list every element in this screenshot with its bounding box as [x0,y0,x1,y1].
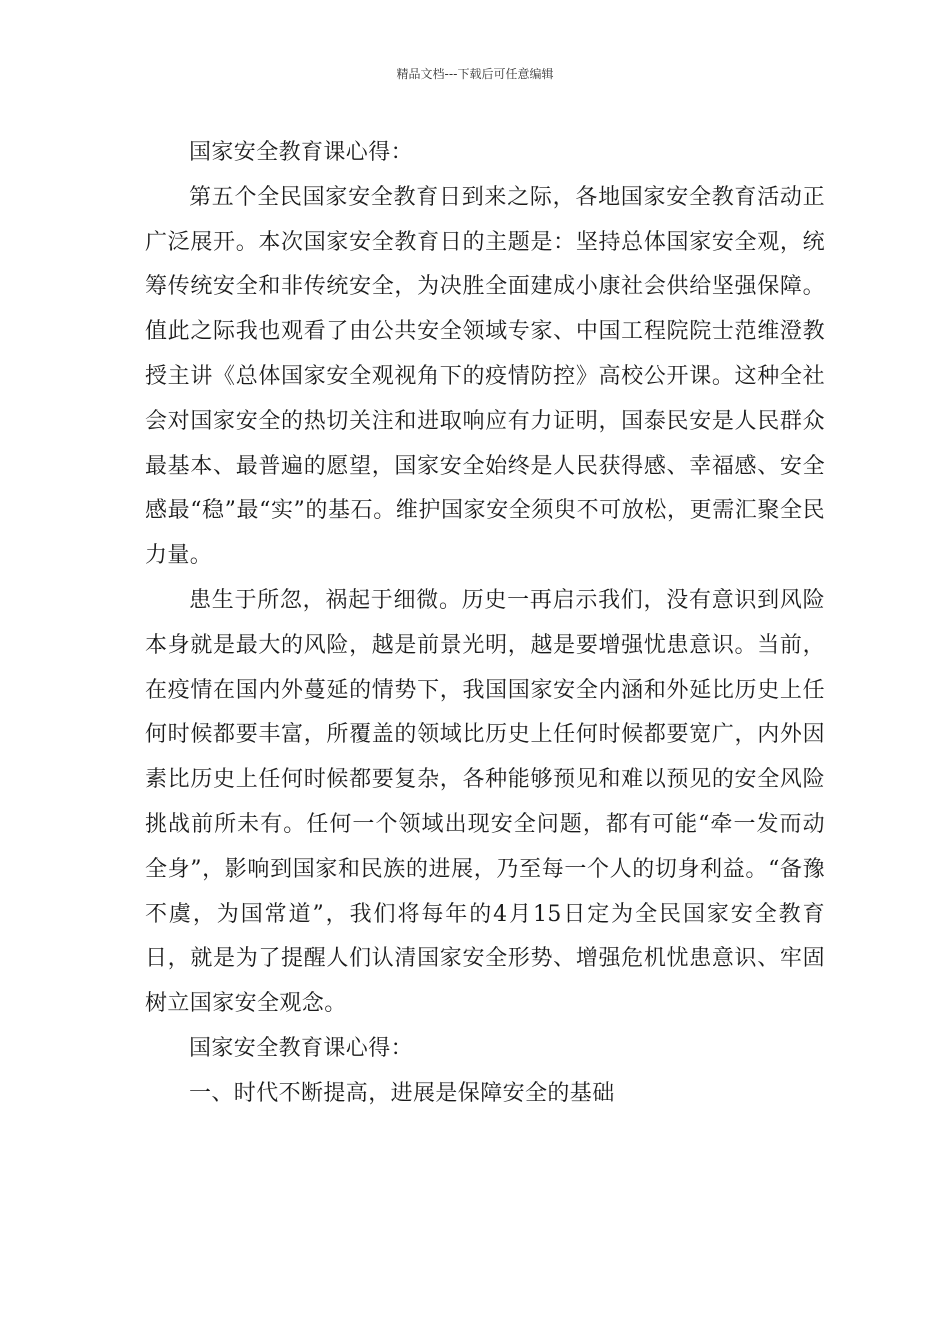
body-paragraph: 患生于所忽，祸起于细微。历史一再启示我们，没有意识到风险本身就是最大的风险，越是前景光明，越是要增强忧患意识。当前，在疫情在国内外蔓延的情势下，我国国家安全内涵和外延比历史上任何时候都要丰富，所覆盖的领域比历史上任何时候都要宽广，内外因素比历史上任何时候都要复杂，各种能够预见和难以预见的安全风险挑战前所未有。任何一个领域出现安全问题，都有可能“牵一发而动全身”，影响到国家和民族的进展，乃至每一个人的切身利益。“备豫不虞，为国常道”，我们将每年的4月15日定为全民国家安全教育日，就是为了提醒人们认清国家安全形势、增强危机忧患意识、牢固树立国家安全观念。 [145,587,825,1017]
heading-paragraph: 国家安全教育课心得： [189,1035,414,1061]
document-body [145,131,825,1117]
section-heading: 一、时代不断提高，进展是保障安全的基础 [189,1080,615,1106]
heading-paragraph: 国家安全教育课心得： [189,140,414,165]
body-paragraph: 第五个全民国家安全教育日到来之际，各地国家安全教育活动正广泛展开。本次国家安全教育日的主题是：坚持总体国家安全观，统筹传统安全和非传统安全，为决胜全面建成小康社会供给坚强保障。值此之际我也观看了由公共安全领域专家、中国工程院院士范维澄教授主讲《总体国家安全观视角下的疫情防控》高校公开课。这种全社会对国家安全的热切关注和进取响应有力证明，国泰民安是人民群众最基本、最普遍的愿望，国家安全始终是人民获得感、幸福感、安全感最“稳”最“实”的基石。维护国家安全须臾不可放松，更需汇聚全民力量。 [145,184,825,569]
page-header: 精品文档---下载后可任意编辑 [396,67,554,81]
